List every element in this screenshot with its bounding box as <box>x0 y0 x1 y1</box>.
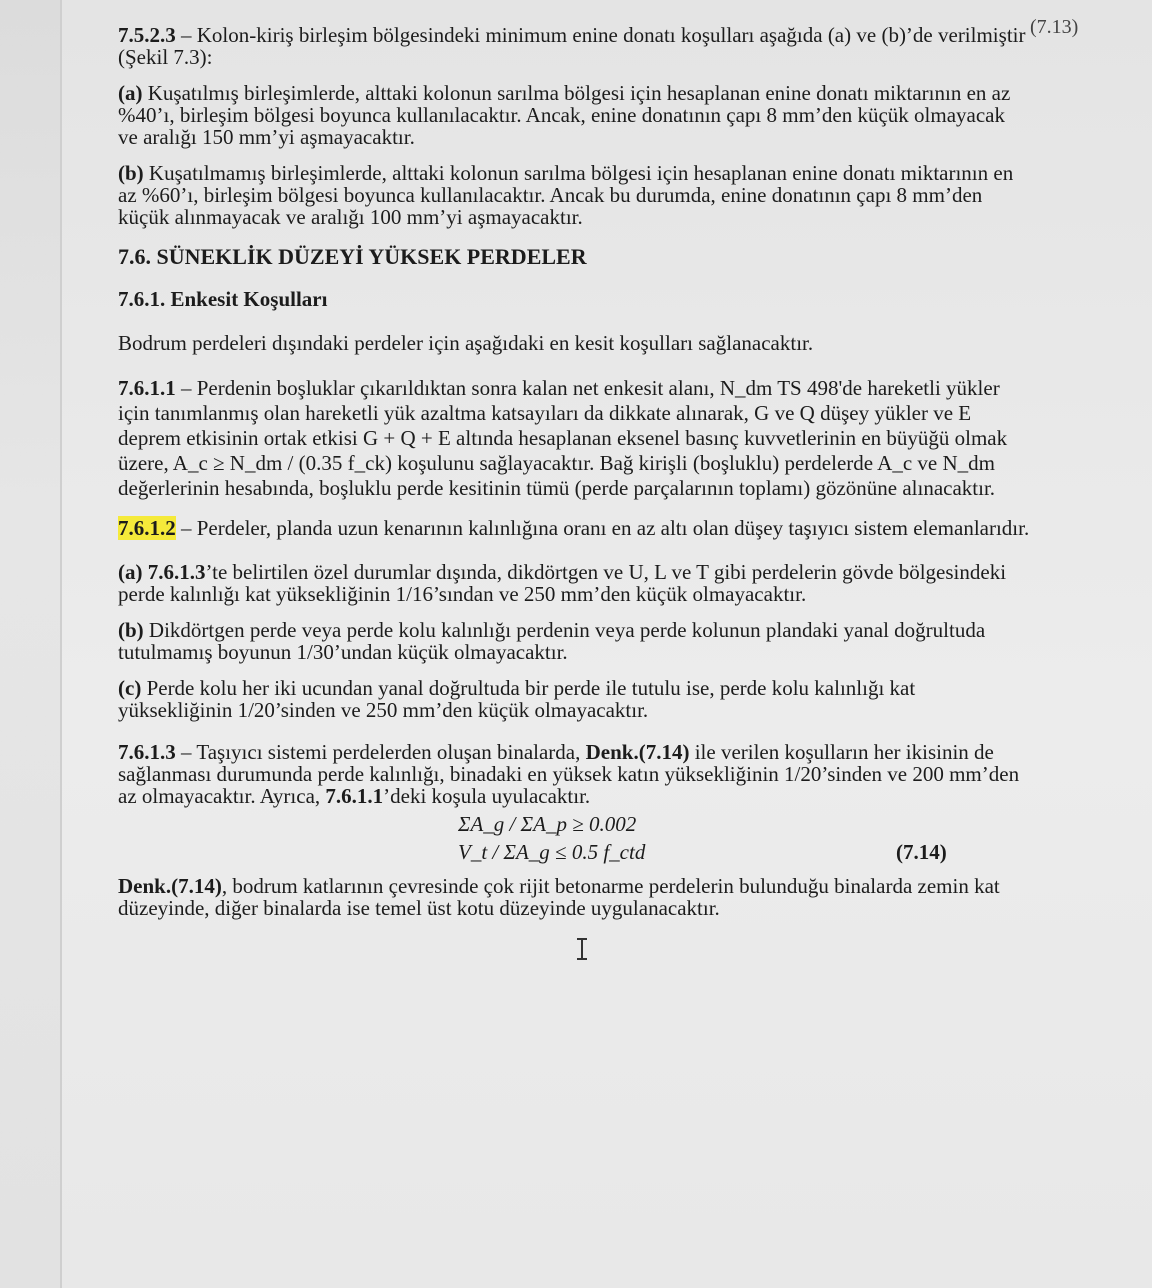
intro-paragraph: Bodrum perdeleri dışındaki perdeler için aşağıdaki en kesit koşulları sağlanacaktır. <box>118 331 814 355</box>
section-text: – Perdeler, planda uzun kenarının kalınlığına oranı en az altı olan düşey taşıyıcı sistem elemanlarıdır. <box>175 516 1030 540</box>
section-number: 7.5.2.3 <box>118 23 176 47</box>
section-7612 <box>118 517 1030 539</box>
highlighted-section-number: 7.6.1.2 <box>118 516 176 540</box>
equation-line-1: ΣA_g / ΣA_p ≥ 0.002 <box>458 812 637 836</box>
top-equation-number: (7.13) <box>1030 16 1079 38</box>
item-label: (a) 7.6.1.3 <box>118 560 206 584</box>
equation-block-7-14 <box>118 813 1030 869</box>
item-text: Perde kolu her iki ucundan yanal doğrultuda bir perde ile tutulu ise, perde kolu kalınlığı kat yüksekliğinin 1/20’sinden ve 250 mm’den küçük olmayacaktır. <box>118 676 916 722</box>
item-label: (b) <box>118 618 144 642</box>
equation-number: (7.14) <box>896 840 947 864</box>
section-text: ile verilen koşulların her ikisinin de sağlanması durumunda perde kalınlığı, binadaki en yüksek katın yüksekliğinin 1/20’sinden ve 200 mm’den az olmayacaktır. Ayrıca, <box>118 740 1020 808</box>
text-cursor-icon <box>577 938 587 960</box>
section-7611 <box>118 376 1030 501</box>
section-7523 <box>118 24 1030 68</box>
item-text: Dikdörtgen perde veya perde kolu kalınlığı perdenin veya perde kolunun plandaki yanal doğrultuda tutulmamış boyunun 1/30’undan küçük olmayacaktır. <box>118 618 986 664</box>
item-label: (a) <box>118 81 143 105</box>
item-label: (b) <box>118 161 144 185</box>
document-content <box>118 16 1079 933</box>
item-7612-a <box>118 561 1030 605</box>
section-text: – Perdenin boşluklar çıkarıldıktan sonra kalan net enkesit alanı, N_dm TS 498'de hareketli yükler için tanımlanmış olan hareketli yük azaltma katsayıları da dikkate alınarak, G ve Q düşey yükler ve E deprem etkisinin ortak etkisi G + Q + E altında hesaplanan eksenel basınç kuvvetlerinin en büyüğü olmak üzere, A_c ≥ N_dm / (0.35 f_ck) koşulunu sağlayacaktır. Bağ kirişli (boşluklu) perdelerde A_c ve N_dm değerlerinin hesabında, boşluklu perde kesitinin tümü (perde parçalarının toplamı) gözönüne alınacaktır. <box>118 376 1008 500</box>
heading-7-6: 7.6. SÜNEKLİK DÜZEYİ YÜKSEK PERDELER <box>118 244 587 269</box>
section-number: 7.6.1.1 <box>118 376 176 400</box>
section-reference: 7.6.1.1 <box>325 784 384 808</box>
section-text: ’deki koşula uyulacaktır. <box>383 784 591 808</box>
heading-7-6-1: 7.6.1. Enkesit Koşulları <box>118 287 328 311</box>
paragraph-text: , bodrum katlarının çevresinde çok rijit betonarme perdelerin bulunduğu binalarda zemin kat düzeyinde, diğer binalarda ise temel üst kotu düzeyinde uygulanacaktır. <box>118 874 1000 920</box>
item-text: Kuşatılmış birleşimlerde, alttaki kolonun sarılma bölgesi için hesaplanan enine donatı miktarının en az %40’ı, birleşim bölgesi boyunca kullanılacaktır. Ancak, enine donatının çapı 8 mm’den küçük olmayacak ve aralığı 150 mm’yi aşmayacaktır. <box>118 81 1011 149</box>
equation-line-2: V_t / ΣA_g ≤ 0.5 f_ctd <box>458 840 646 864</box>
section-text: – Taşıyıcı sistemi perdelerden oluşan binalarda, <box>175 740 586 764</box>
item-text: ’te belirtilen özel durumlar dışında, dikdörtgen ve U, L ve T gibi perdelerin gövde bölgesindeki perde kalınlığı kat yüksekliğinin 1/16’sından ve 250 mm’den küçük olmayacaktır. <box>118 560 1007 606</box>
item-7523-b <box>118 162 1030 228</box>
section-7613 <box>118 741 1030 807</box>
section-text: – Kolon-kiriş birleşim bölgesindeki minimum enine donatı koşulları aşağıda (a) ve (b)’de verilmiştir (Şekil 7.3): <box>118 23 1026 69</box>
equation-reference: Denk.(7.14) <box>118 874 222 898</box>
item-text: Kuşatılmamış birleşimlerde, alttaki kolonun sarılma bölgesi için hesaplanan enine donatı miktarının en az %60’ı, birleşim bölgesi boyunca kullanılacaktır. Ancak bu durumda, enine donatının çapı 8 mm’den küçük alınmayacak ve aralığı 100 mm’yi aşmayacaktır. <box>118 161 1014 229</box>
item-label: (c) <box>118 676 142 700</box>
section-number: 7.6.1.3 <box>118 740 176 764</box>
item-7612-c <box>118 677 1030 721</box>
item-7612-b <box>118 619 1030 663</box>
equation-reference: Denk.(7.14) <box>585 740 690 764</box>
item-7523-a <box>118 82 1030 148</box>
final-paragraph <box>118 875 1030 919</box>
